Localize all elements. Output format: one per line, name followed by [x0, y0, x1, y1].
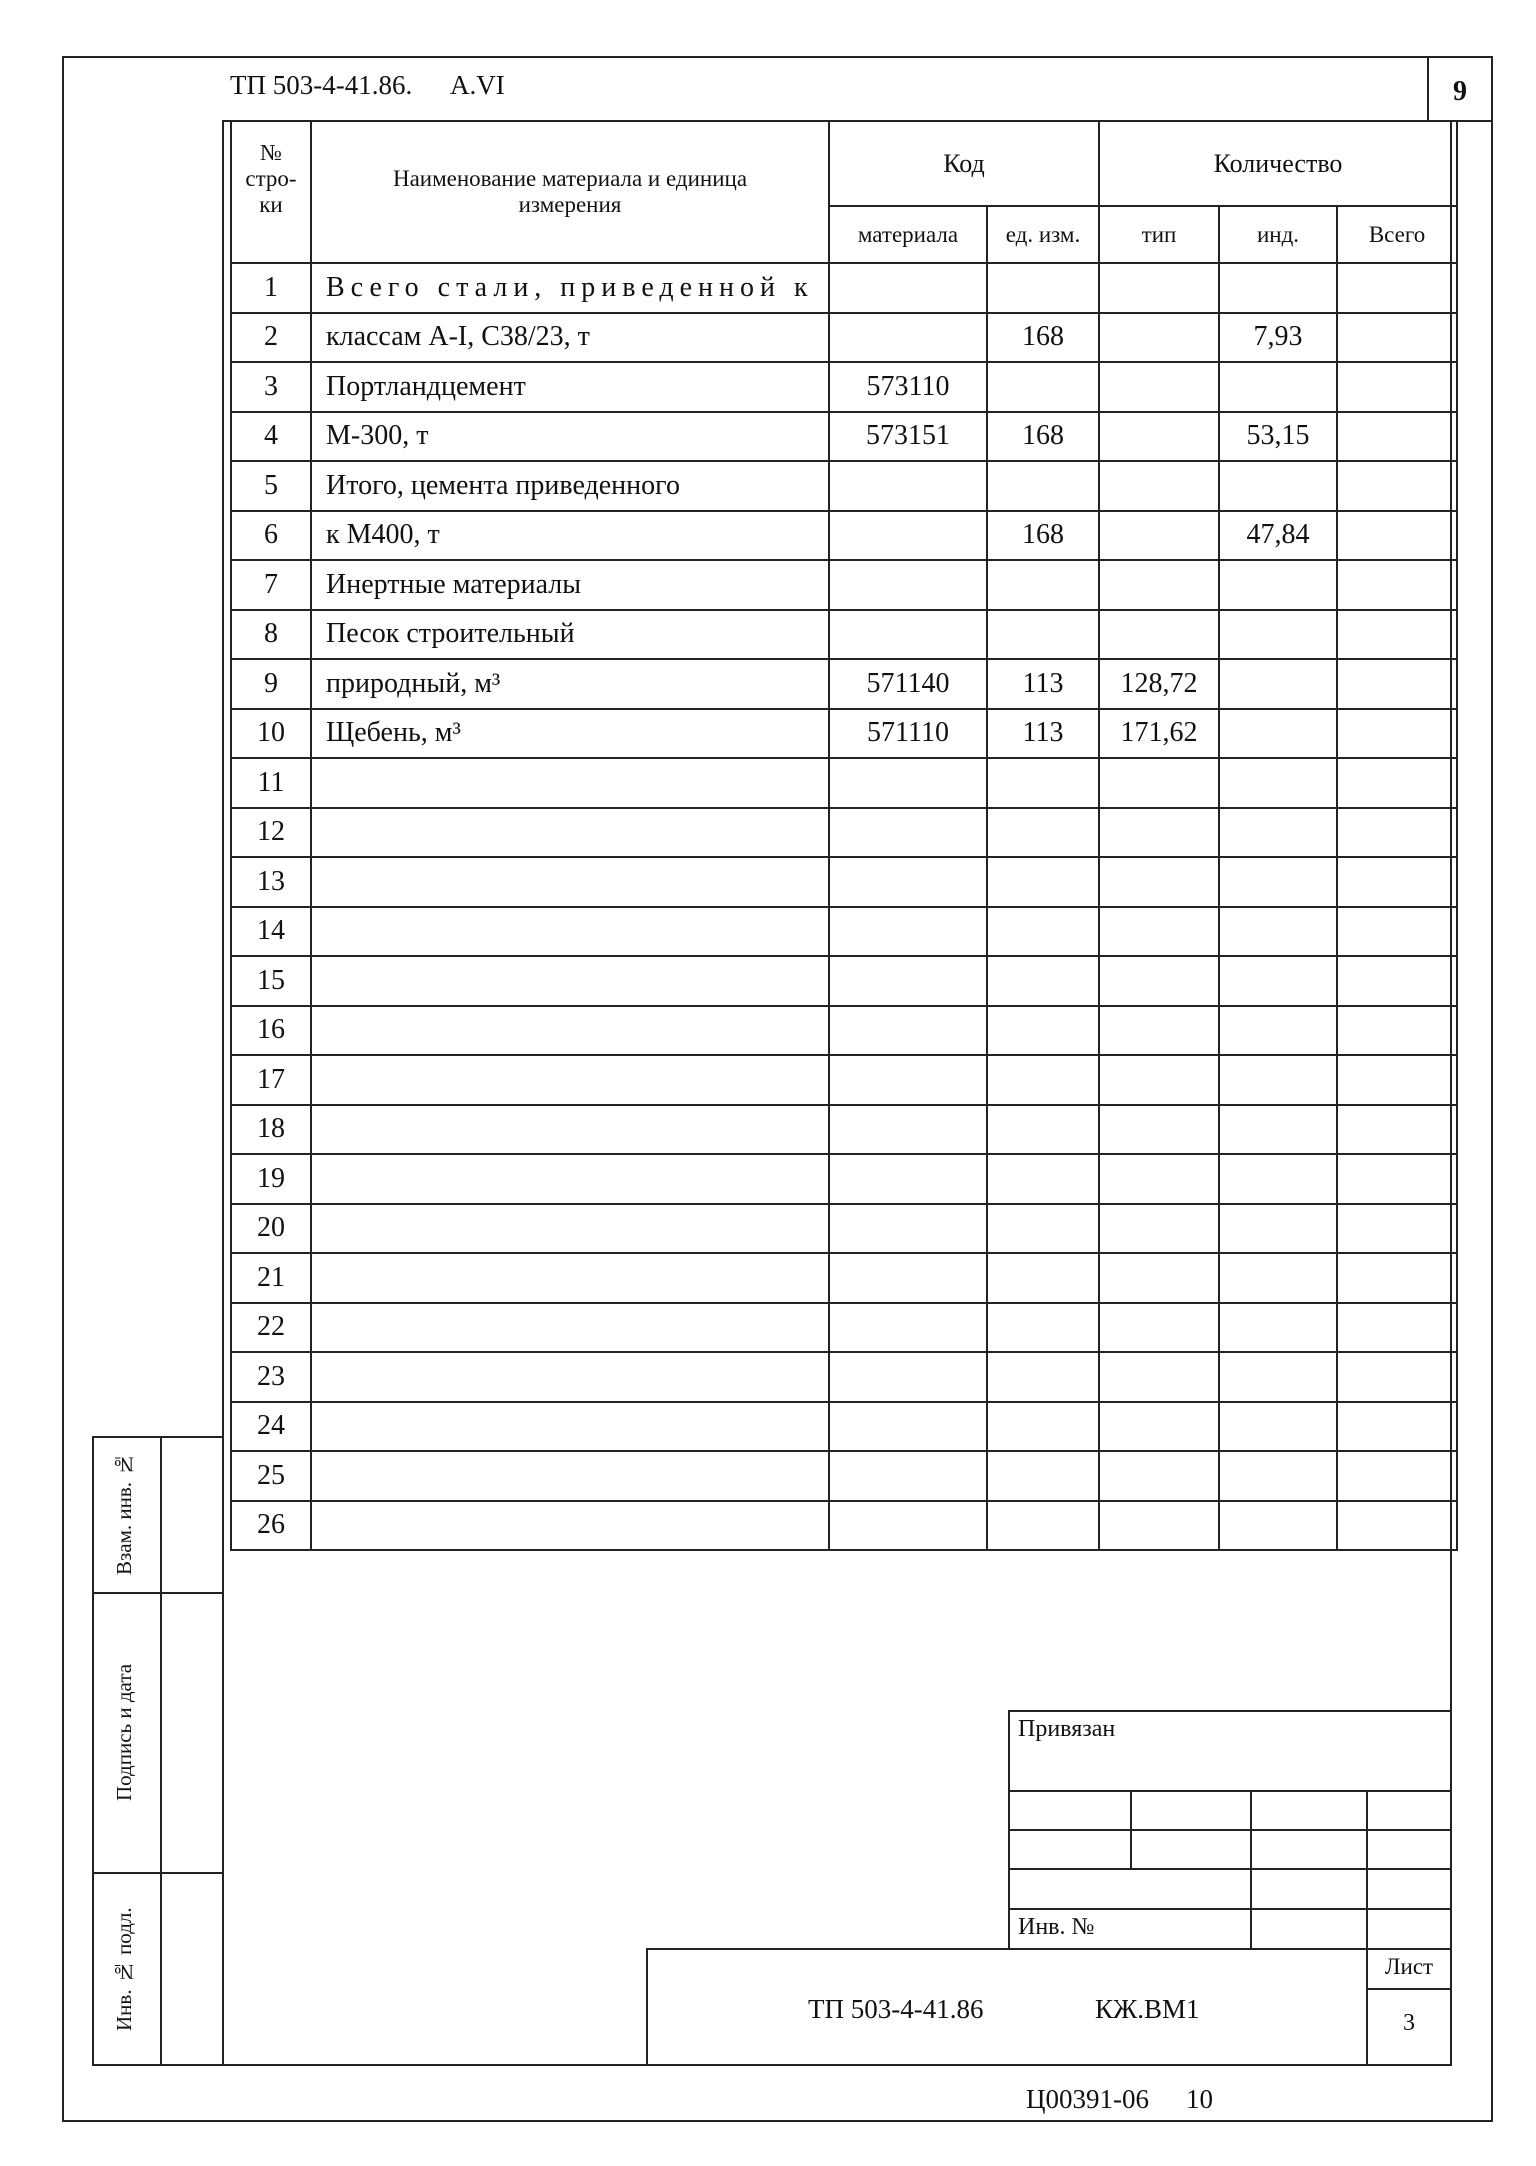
unit-code — [987, 263, 1099, 313]
material-name — [311, 1006, 829, 1056]
material-code: 571110 — [829, 709, 987, 759]
row-number: 19 — [231, 1154, 311, 1204]
row-number: 16 — [231, 1006, 311, 1056]
drawing-code: КЖ.ВМ1 — [1095, 1994, 1200, 2024]
signature-date-label: Подпись и дата — [112, 1663, 136, 1801]
bound-grid-line — [1008, 1790, 1452, 1792]
table-row — [231, 610, 1457, 660]
qty-total — [1337, 1253, 1457, 1303]
sheet-label: Лист — [1384, 1954, 1434, 1979]
qty-ind — [1219, 1253, 1337, 1303]
material-code — [829, 263, 987, 313]
qty-type — [1099, 1402, 1219, 1452]
col-row-no: № стро-ки — [231, 121, 311, 263]
qty-type — [1099, 907, 1219, 957]
row-number: 5 — [231, 461, 311, 511]
album-label: А.VI — [450, 70, 505, 100]
row-number: 6 — [231, 511, 311, 561]
material-name — [311, 1402, 829, 1452]
qty-type — [1099, 1303, 1219, 1353]
material-name — [311, 956, 829, 1006]
material-code — [829, 313, 987, 363]
row-number: 3 — [231, 362, 311, 412]
qty-total — [1337, 659, 1457, 709]
qty-total — [1337, 1501, 1457, 1551]
qty-total — [1337, 362, 1457, 412]
qty-type — [1099, 1006, 1219, 1056]
qty-type — [1099, 808, 1219, 858]
qty-type — [1099, 362, 1219, 412]
row-number: 10 — [231, 709, 311, 759]
unit-code — [987, 1154, 1099, 1204]
row-number: 18 — [231, 1105, 311, 1155]
unit-code — [987, 956, 1099, 1006]
material-code — [829, 1402, 987, 1452]
row-number: 24 — [231, 1402, 311, 1452]
material-name — [311, 1303, 829, 1353]
row-number: 11 — [231, 758, 311, 808]
material-name: к М400, т — [311, 511, 829, 561]
table-row — [231, 263, 1457, 313]
row-number: 26 — [231, 1501, 311, 1551]
material-name: природный, м³ — [311, 659, 829, 709]
row-number: 4 — [231, 412, 311, 462]
material-name — [311, 1055, 829, 1105]
qty-total — [1337, 263, 1457, 313]
row-number: 17 — [231, 1055, 311, 1105]
row-number: 25 — [231, 1451, 311, 1501]
qty-ind — [1219, 461, 1337, 511]
material-name — [311, 1451, 829, 1501]
row-number: 7 — [231, 560, 311, 610]
material-code — [829, 1006, 987, 1056]
qty-total — [1337, 1006, 1457, 1056]
material-name: М-300, т — [311, 412, 829, 462]
unit-code — [987, 560, 1099, 610]
material-name: Инертные материалы — [311, 560, 829, 610]
material-code — [829, 1204, 987, 1254]
qty-ind — [1219, 1055, 1337, 1105]
qty-ind — [1219, 1303, 1337, 1353]
title-block — [646, 1948, 1452, 2066]
qty-type — [1099, 412, 1219, 462]
unit-code — [987, 808, 1099, 858]
qty-total — [1337, 511, 1457, 561]
qty-total — [1337, 1105, 1457, 1155]
table-row — [231, 1501, 1457, 1551]
sheet-number: 3 — [1403, 2010, 1415, 2036]
table-row — [231, 560, 1457, 610]
unit-code — [987, 907, 1099, 957]
designation: ТП 503-4-41.86 — [808, 1994, 984, 2024]
bound-grid-line — [1008, 1868, 1452, 1870]
group-code: Код — [829, 121, 1099, 206]
material-code — [829, 1451, 987, 1501]
qty-type: 171,62 — [1099, 709, 1219, 759]
material-code: 573151 — [829, 412, 987, 462]
table-row — [231, 808, 1457, 858]
table-row — [231, 313, 1457, 363]
table-body — [231, 263, 1457, 1550]
qty-ind — [1219, 659, 1337, 709]
row-number: 20 — [231, 1204, 311, 1254]
material-code — [829, 461, 987, 511]
col-name: Наименование материала и единица измерения — [311, 121, 829, 263]
qty-type — [1099, 1501, 1219, 1551]
qty-total — [1337, 907, 1457, 957]
table-row — [231, 1204, 1457, 1254]
material-code — [829, 1055, 987, 1105]
unit-code — [987, 1501, 1099, 1551]
original-inv-label: Инв. № подл. — [112, 1907, 136, 2031]
material-name — [311, 1204, 829, 1254]
material-name — [311, 758, 829, 808]
bound-grid-line — [1366, 1790, 1368, 1950]
row-number: 13 — [231, 857, 311, 907]
material-name — [311, 1253, 829, 1303]
unit-code — [987, 857, 1099, 907]
table-row — [231, 1451, 1457, 1501]
material-code — [829, 758, 987, 808]
table-row — [231, 511, 1457, 561]
table-row — [231, 362, 1457, 412]
material-name: Песок строительный — [311, 610, 829, 660]
table-row — [231, 461, 1457, 511]
qty-ind — [1219, 560, 1337, 610]
qty-type — [1099, 560, 1219, 610]
qty-ind — [1219, 1204, 1337, 1254]
row-number: 9 — [231, 659, 311, 709]
material-name — [311, 1105, 829, 1155]
qty-total — [1337, 1154, 1457, 1204]
unit-code — [987, 1402, 1099, 1452]
col-code-material: материала — [829, 206, 987, 263]
unit-code — [987, 1055, 1099, 1105]
table-row — [231, 1352, 1457, 1402]
material-code — [829, 857, 987, 907]
table-row — [231, 758, 1457, 808]
page-number: 9 — [1453, 76, 1467, 107]
unit-code — [987, 1105, 1099, 1155]
archive-code: Ц00391-06 — [1026, 2084, 1149, 2114]
row-number: 14 — [231, 907, 311, 957]
inv-no-label: Инв. № — [1018, 1914, 1095, 1940]
qty-type — [1099, 1204, 1219, 1254]
qty-type — [1099, 511, 1219, 561]
row-number: 1 — [231, 263, 311, 313]
qty-ind — [1219, 758, 1337, 808]
qty-ind: 47,84 — [1219, 511, 1337, 561]
table-row — [231, 1055, 1457, 1105]
unit-code — [987, 362, 1099, 412]
qty-ind — [1219, 1402, 1337, 1452]
table-row — [231, 659, 1457, 709]
qty-ind — [1219, 1006, 1337, 1056]
table-row — [231, 1105, 1457, 1155]
qty-total — [1337, 313, 1457, 363]
qty-total — [1337, 560, 1457, 610]
archive-page: 10 — [1186, 2084, 1213, 2114]
qty-ind — [1219, 1352, 1337, 1402]
material-name: Портландцемент — [311, 362, 829, 412]
qty-total — [1337, 758, 1457, 808]
material-code — [829, 808, 987, 858]
material-name — [311, 808, 829, 858]
row-number: 23 — [231, 1352, 311, 1402]
unit-code — [987, 1303, 1099, 1353]
replaced-inv-label: Взам. инв. № — [112, 1452, 136, 1576]
material-code — [829, 1501, 987, 1551]
qty-type — [1099, 461, 1219, 511]
qty-type — [1099, 956, 1219, 1006]
group-quantity: Количество — [1099, 121, 1457, 206]
material-code — [829, 956, 987, 1006]
col-code-unit: ед. изм. — [987, 206, 1099, 263]
qty-total — [1337, 1352, 1457, 1402]
qty-type — [1099, 1253, 1219, 1303]
qty-ind — [1219, 1501, 1337, 1551]
qty-ind — [1219, 808, 1337, 858]
material-code — [829, 907, 987, 957]
doc-ref: ТП 503-4-41.86. — [230, 70, 413, 100]
table-row — [231, 709, 1457, 759]
qty-ind — [1219, 1154, 1337, 1204]
qty-type — [1099, 758, 1219, 808]
material-name: Всего стали, приведенной к — [311, 263, 829, 313]
table-row — [231, 907, 1457, 957]
material-name — [311, 1154, 829, 1204]
material-code — [829, 1253, 987, 1303]
material-code — [829, 1303, 987, 1353]
material-code: 571140 — [829, 659, 987, 709]
material-name: Щебень, м³ — [311, 709, 829, 759]
material-name — [311, 907, 829, 957]
table-row — [231, 1253, 1457, 1303]
unit-code — [987, 610, 1099, 660]
qty-ind — [1219, 709, 1337, 759]
qty-total — [1337, 808, 1457, 858]
qty-total — [1337, 1451, 1457, 1501]
material-name — [311, 1501, 829, 1551]
row-number: 15 — [231, 956, 311, 1006]
qty-ind: 7,93 — [1219, 313, 1337, 363]
qty-ind — [1219, 610, 1337, 660]
row-number: 22 — [231, 1303, 311, 1353]
col-qty-total: Всего — [1337, 206, 1457, 263]
table-row — [231, 956, 1457, 1006]
material-name: Итого, цемента приведенного — [311, 461, 829, 511]
qty-ind — [1219, 907, 1337, 957]
table-row — [231, 1006, 1457, 1056]
bound-grid-line — [1008, 1829, 1452, 1831]
qty-type — [1099, 1352, 1219, 1402]
unit-code — [987, 758, 1099, 808]
unit-code — [987, 1204, 1099, 1254]
unit-code: 168 — [987, 412, 1099, 462]
qty-ind — [1219, 1451, 1337, 1501]
qty-total — [1337, 1303, 1457, 1353]
material-code — [829, 1154, 987, 1204]
qty-ind — [1219, 857, 1337, 907]
material-code — [829, 511, 987, 561]
materials-table — [230, 120, 1458, 1551]
table-row — [231, 857, 1457, 907]
qty-total — [1337, 956, 1457, 1006]
qty-type — [1099, 313, 1219, 363]
bound-grid-line — [1250, 1790, 1252, 1950]
qty-type: 128,72 — [1099, 659, 1219, 709]
table-row — [231, 1303, 1457, 1353]
row-number: 12 — [231, 808, 311, 858]
unit-code — [987, 1352, 1099, 1402]
qty-ind — [1219, 1105, 1337, 1155]
material-code — [829, 1352, 987, 1402]
qty-type — [1099, 1451, 1219, 1501]
bound-grid-line — [1130, 1790, 1132, 1868]
qty-type — [1099, 857, 1219, 907]
unit-code — [987, 1451, 1099, 1501]
qty-ind — [1219, 956, 1337, 1006]
unit-code: 113 — [987, 709, 1099, 759]
title-block-divider — [1366, 1988, 1452, 1990]
bound-grid-line — [1008, 1908, 1452, 1910]
qty-type — [1099, 1154, 1219, 1204]
qty-ind — [1219, 362, 1337, 412]
qty-total — [1337, 1402, 1457, 1452]
unit-code: 168 — [987, 313, 1099, 363]
qty-total — [1337, 1055, 1457, 1105]
row-number: 8 — [231, 610, 311, 660]
qty-ind — [1219, 263, 1337, 313]
bound-label: Привязан — [1018, 1716, 1116, 1742]
qty-total — [1337, 709, 1457, 759]
unit-code — [987, 1253, 1099, 1303]
qty-total — [1337, 610, 1457, 660]
qty-total — [1337, 412, 1457, 462]
unit-code: 168 — [987, 511, 1099, 561]
qty-type — [1099, 263, 1219, 313]
table-row — [231, 1154, 1457, 1204]
col-qty-ind: инд. — [1219, 206, 1337, 263]
unit-code: 113 — [987, 659, 1099, 709]
row-number: 2 — [231, 313, 311, 363]
material-code — [829, 1105, 987, 1155]
qty-type — [1099, 610, 1219, 660]
material-name — [311, 1352, 829, 1402]
qty-type — [1099, 1105, 1219, 1155]
unit-code — [987, 1006, 1099, 1056]
unit-code — [987, 461, 1099, 511]
table-row — [231, 1402, 1457, 1452]
material-code: 573110 — [829, 362, 987, 412]
row-number: 21 — [231, 1253, 311, 1303]
qty-type — [1099, 1055, 1219, 1105]
material-name — [311, 857, 829, 907]
qty-ind: 53,15 — [1219, 412, 1337, 462]
qty-total — [1337, 461, 1457, 511]
material-code — [829, 610, 987, 660]
qty-total — [1337, 1204, 1457, 1254]
material-name: классам А-I, С38/23, т — [311, 313, 829, 363]
side-stamp-divider — [160, 1436, 162, 2066]
qty-total — [1337, 857, 1457, 907]
col-qty-type: тип — [1099, 206, 1219, 263]
material-code — [829, 560, 987, 610]
table-row — [231, 412, 1457, 462]
